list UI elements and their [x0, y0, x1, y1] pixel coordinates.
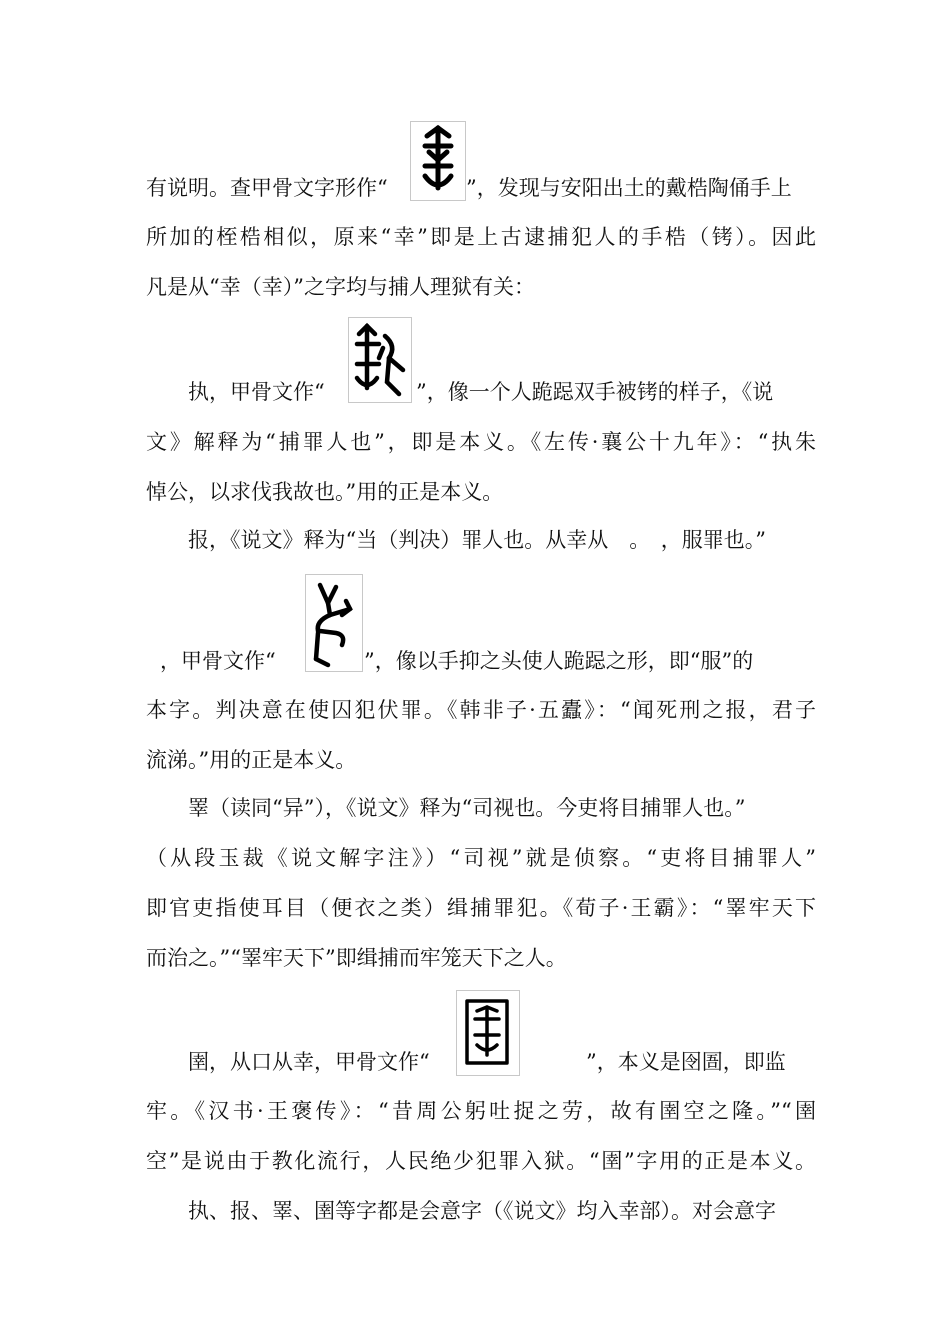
oracle-bone-glyph-zhi-image: [348, 317, 412, 403]
oracle-bone-glyph-xing-image: [410, 121, 466, 201]
oracle-bone-glyph-yu-image: [456, 990, 520, 1076]
text-line: 而治之。”“睪牢天下”即缉捕而牢笼天下之人。: [146, 946, 567, 970]
text-line: 流涕。”用的正是本义。: [146, 748, 357, 772]
text-line: ”，像以手抑之头使人跪跽之形，即“服”的: [364, 649, 754, 673]
text-line: 悼公，以求伐我故也。”用的正是本义。: [146, 480, 504, 504]
text-line: 圉，从口从幸，甲骨文作“: [188, 1050, 430, 1074]
text-line: 即官吏指使耳目（便衣之类）缉捕罪犯。《荀子·王霸》：“睪牢天下: [146, 896, 816, 920]
text-line: ”，本义是囹圄，即监: [586, 1050, 786, 1074]
text-line: ”，像一个人跪跽双手被铐的样子，《说: [416, 380, 774, 404]
text-line: 睪（读同“异”），《说文》释为“司视也。今吏将目捕罪人也。”: [188, 796, 746, 820]
text-line: ，甲骨文作“: [160, 649, 276, 673]
text-line: 执，甲骨文作“: [188, 380, 325, 404]
text-line: 文》解释为“捕罪人也”，即是本义。《左传·襄公十九年》：“执朱: [146, 430, 816, 454]
text-line: 执、报、睪、圉等字都是会意字（《说文》均入幸部）。对会意字: [188, 1199, 776, 1223]
text-line: 所加的桎梏相似，原来“幸”即是上古逮捕犯人的手梏（铐）。因此: [146, 225, 816, 249]
oracle-bone-glyph-fu-image: [305, 574, 363, 672]
text-line: 有说明。查甲骨文字形作“: [146, 176, 388, 200]
text-line: 本字。判决意在使囚犯伏罪。《韩非子·五蠹》：“闻死刑之报，君子: [146, 698, 816, 722]
text-line: 报，《说文》释为“当（判决）罪人也。从幸从 。 ，服罪也。”: [188, 528, 766, 552]
text-line: 空”是说由于教化流行，人民绝少犯罪入狱。“圉”字用的正是本义。: [146, 1149, 816, 1173]
text-line: 凡是从“幸（幸）”之字均与捕人理狱有关：: [146, 275, 535, 299]
text-line: 牢。《汉书·王褒传》：“昔周公躬吐捉之劳，故有圉空之隆。”“圉: [146, 1099, 816, 1123]
text-line: ”，发现与安阳出土的戴梏陶俑手上: [466, 176, 792, 200]
text-line: （从段玉裁《说文解字注》）“司视”就是侦察。“吏将目捕罪人”: [146, 846, 816, 870]
